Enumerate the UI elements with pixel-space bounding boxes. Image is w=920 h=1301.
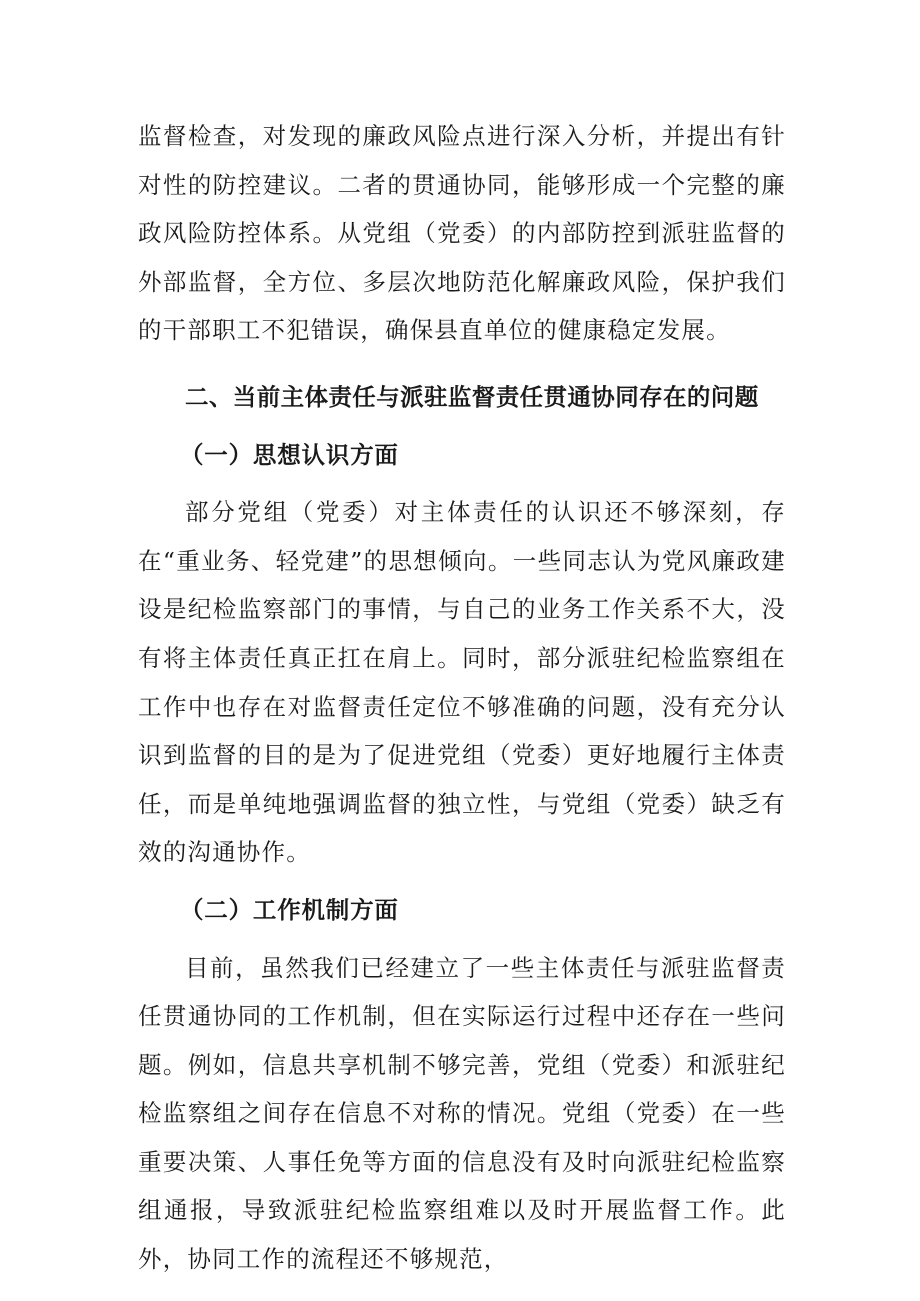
paragraph-ideology: 部分党组（党委）对主体责任的认识还不够深刻，存在“重业务、轻党建”的思想倾向。一些同志认为党风廉政建设是纪检监察部门的事情，与自己的业务工作关系不大，没有将主体责任真正扛在肩上。同时，部分派驻纪检监察组在工作中也存在对监督责任定位不够准确的问题，没有充分认识到监督的目的是为了促进党组（党委）更好地履行主体责任，而是单纯地强调监督的独立性，与党组（党委）缺乏有效的沟通协作。 [138,498,786,867]
section-heading: 二、当前主体责任与派驻监督责任贯通协同存在的问题 [185,382,759,411]
paragraph-mechanism: 目前，虽然我们已经建立了一些主体责任与派驻监督责任贯通协同的工作机制，但在实际运行过程中还存在一些问题。例如，信息共享机制不够完善，党组（党委）和派驻纪检监察组之间存在信息不对称的情况。党组（党委）在一些重要决策、人事任免等方面的信息没有及时向派驻纪检监察组通报，导致派驻纪检监察组难以及时开展监督工作。此外，协同工作的流程还不够规范， [138,953,786,1274]
paragraph-continuation: 监督检查，对发现的廉政风险点进行深入分析，并提出有针对性的防控建议。二者的贯通协同，能够形成一个完整的廉政风险防控体系。从党组（党委）的内部防控到派驻监督的外部监督，全方位、多层次地防范化解廉政风险，保护我们的干部职工不犯错误，确保县直单位的健康稳定发展。 [138,122,786,345]
subsection-heading-2: （二）工作机制方面 [180,895,399,924]
document-body [138,112,786,1284]
subsection-heading-1: （一）思想认识方面 [180,440,399,469]
